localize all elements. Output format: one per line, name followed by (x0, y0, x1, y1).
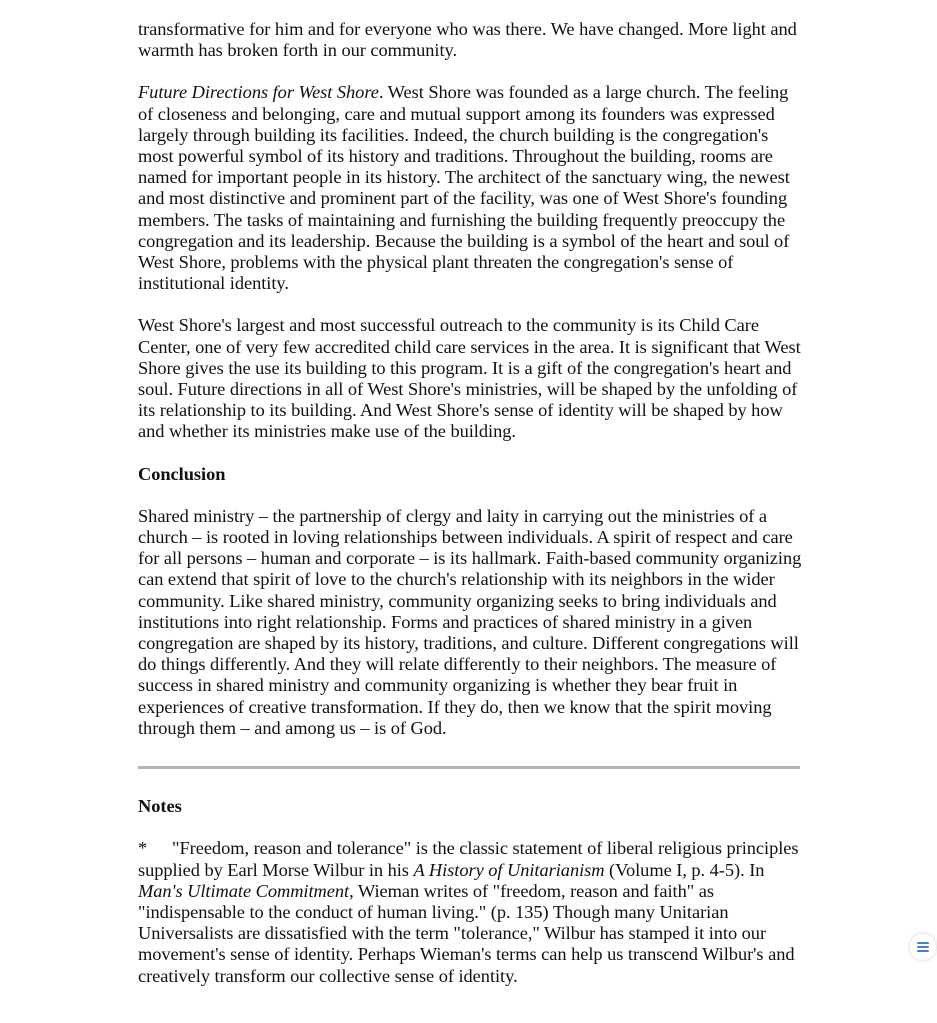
hamburger-menu-icon (917, 942, 929, 952)
document-page (138, 19, 803, 987)
future-directions-body: West Shore was founded as a large church. The feeling of closeness and belonging, care and mutual support among its founders was expressed largely through building its facilities. Indeed, the church building is the congregation's most powerful symbol of its history and traditions. Throughout the building, rooms are named for important people in its history. The architect of the sanctuary wing, the newest and most distinctive and prominent part of the facility, was one of West Shore's founding members. The tasks of maintaining and furnishing the building frequently preoccupy the congregation and its leadership. Because the building is a symbol of the heart and soul of West Shore, problems with the physical plant threaten the congregation's sense of institutional identity. (138, 82, 790, 294)
note-text-part1: "Freedom, reason and tolerance" is the classic statement of liberal religious principles supplied by Earl Morse Wilbur in his (138, 838, 799, 880)
notes-heading: Notes (138, 796, 182, 817)
future-directions-title-suffix: . (378, 82, 384, 103)
table-of-contents-button[interactable] (910, 934, 936, 960)
note-text-part2: (Volume I, p. 4-5). In (604, 859, 765, 880)
note-book-title-1: A History of Unitarianism (413, 859, 605, 880)
conclusion-heading: Conclusion (138, 463, 226, 484)
note-text-part3: , Wieman writes of "freedom, reason and faith" as "indispensable to the conduct of human living." (p. 135) Though many Unitarian Universalists are dissatisfied with the term "tolerance," Wilbur has stamped it into our movement's sense of identity. Perhaps Wieman's terms can help us transcend Wilbur's and creatively transform our collective sense of identity. (138, 880, 795, 986)
intro-paragraph: transformative for him and for everyone who was there. We have changed. More light and warmth has broken forth in our community. (138, 19, 797, 61)
outreach-paragraph: West Shore's largest and most successful outreach to the community is its Child Care Center, one of very few accredited child care services in the area. It is significant that West Shore gives the use its building to this program. It is a gift of the congregation's heart and soul. Future directions in all of West Shore's ministries, will be shaped by the unfolding of its relationship to its building. And West Shore's sense of identity will be shaped by how and whether its ministries make use of the building. (138, 315, 801, 442)
note-book-title-2: Man's Ultimate Commitment (138, 880, 350, 901)
conclusion-paragraph: Shared ministry – the partnership of clergy and laity in carrying out the ministries of a church – is rooted in loving relationships between individuals. A spirit of respect and care for all persons – human and corporate – is its hallmark. Faith-based community organizing can extend that spirit of love to the church's relationship with its neighbors in the wider community. Like shared ministry, community organizing seeks to bring individuals and institutions into right relationship. Forms and practices of shared ministry in a given congregation are shaped by its history, traditions, and culture. Different congregations will do things differently. And they will relate differently to their neighbors. The measure of success in shared ministry and community organizing is whether they bear fruit in experiences of creative transformation. If they do, then we know that the spirit moving through them – and among us – is of God. (138, 505, 802, 738)
future-directions-title: Future Directions for West Shore (138, 82, 379, 103)
spacer (138, 739, 803, 752)
future-directions-paragraph (138, 82, 803, 294)
note-paragraph (138, 838, 803, 986)
note-marker: * (138, 838, 148, 859)
section-divider (138, 766, 800, 769)
